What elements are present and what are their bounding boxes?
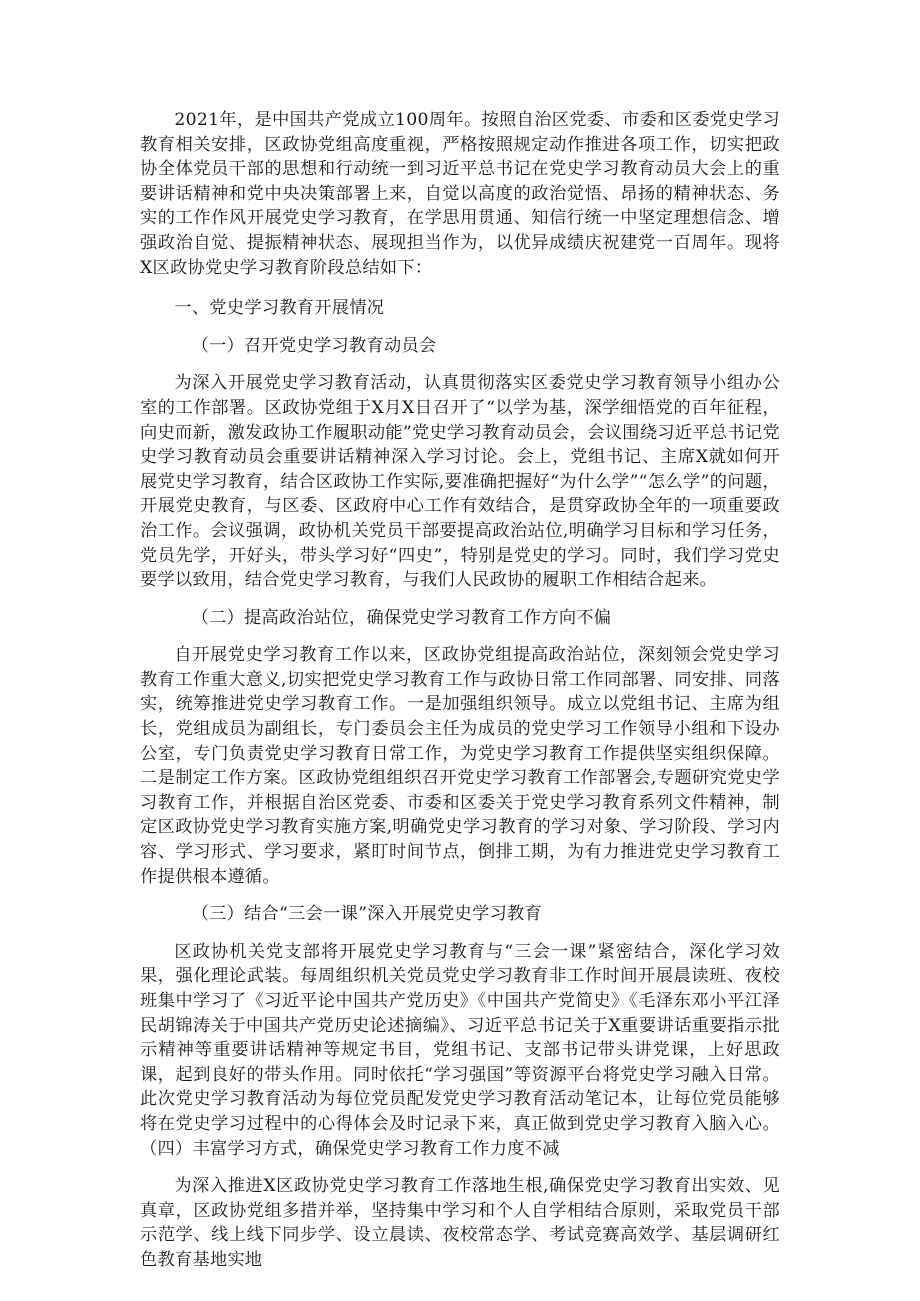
subsection-3-paragraph: 区政协机关党支部将开展党史学习教育与“三会一课”紧密结合，深化学习效果，强化理论武装。每周组织机关党员党史学习教育非工作时间开展晨读班、夜校班集中学习了《习近平论中国共产党历史》《中国共产党简史》《毛泽东邓小平江泽民胡锦涛关于中国共产党历史论述摘编》、习近平总书记关于X重要讲话重要指示批示精神等重要讲话精神等规定书目，党组书记、支部书记带头讲党课，上好思政课，起到良好的带头作用。同时依托“学习强国”等资源平台将党史学习融入日常。此次党史学习教育活动为每位党员配发党史学习教育活动笔记本，让每位党员能够将在党史学习过程中的心得体会及时记录下来，真正做到党史学习教育入脑入心。（四）丰富学习方式，确保党史学习教育工作力度不减 [140, 941, 780, 1159]
intro-paragraph: 2021年，是中国共产党成立100周年。按照自治区党委、市委和区委党史学习教育相关安排，区政协党组高度重视，严格按照规定动作推进各项工作，切实把政协全体党员干部的思想和行动统一到习近平总书记在党史学习教育动员大会上的重要讲话精神和党中央决策部署上来，自觉以高度的政治觉悟、昂扬的精神状态、务实的工作作风开展党史学习教育，在学思用贯通、知信行统一中坚定理想信念、增强政治自觉、提振精神状态、展现担当作为，以优异成绩庆祝建党一百周年。现将X区政协党史学习教育阶段总结如下： [140, 110, 780, 278]
subsection-1-heading: （一）召开党史学习教育动员会 [191, 335, 437, 356]
subsection-4-paragraph: 为深入推进X区政协党史学习教育工作落地生根,确保党史学习教育出实效、见真章，区政协党组多措并举，坚持集中学习和个人自学相结合原则，采取党员干部示范学、线上线下同步学、设立晨读、夜校常态学、考试竞赛高效学、基层调研红色教育基地实地 [140, 1176, 780, 1270]
subsection-2-heading: （二）提高政治站位，确保党史学习教育工作方向不偏 [191, 607, 612, 628]
subsection-1-paragraph: 为深入开展党史学习教育活动，认真贯彻落实区委党史学习教育领导小组办公室的工作部署。区政协党组于X月X日召开了“以学为基，深学细悟党的百年征程，向史而新，激发政协工作履职动能”党史学习教育动员会，会议围绕习近平总书记党史学习教育动员会重要讲话精神深入学习讨论。会上，党组书记、主席X就如何开展党史学习教育，结合区政协工作实际,要准确把握好“为什么学”“怎么学”的问题，开展党史教育，与区委、区政府中心工作有效结合，是贯穿政协全年的一项重要政治工作。会议强调，政协机关党员干部要提高政治站位,明确学习目标和学习任务，党员先学，开好头，带头学习好“四史”，特别是党史的学习。同时，我们学习党史要学以致用，结合党史学习教育，与我们人民政协的履职工作相结合起来。 [140, 373, 780, 591]
section-1-heading: 一、党史学习教育开展情况 [174, 298, 385, 319]
subsection-2-paragraph: 自开展党史学习教育工作以来，区政协党组提高政治站位，深刻领会党史学习教育工作重大意义,切实把党史学习教育工作与政协日常工作同部署、同安排、同落实，统筹推进党史学习教育工作。一是加强组织领导。成立以党组书记、主席为组长，党组成员为副组长，专门委员会主任为成员的党史学习工作领导小组和下设办公室，专门负责党史学习教育日常工作，为党史学习教育工作提供坚实组织保障。二是制定工作方案。区政协党组组织召开党史学习教育工作部署会,专题研究党史学习教育工作，并根据自治区党委、市委和区委关于党史学习教育系列文件精神，制定区政协党史学习教育实施方案,明确党史学习教育的学习对象、学习阶段、学习内容、学习形式、学习要求，紧盯时间节点，倒排工期，为有力推进党史学习教育工作提供根本遵循。 [140, 645, 780, 887]
subsection-3-heading: （三）结合“三会一课”深入开展党史学习教育 [191, 904, 543, 925]
